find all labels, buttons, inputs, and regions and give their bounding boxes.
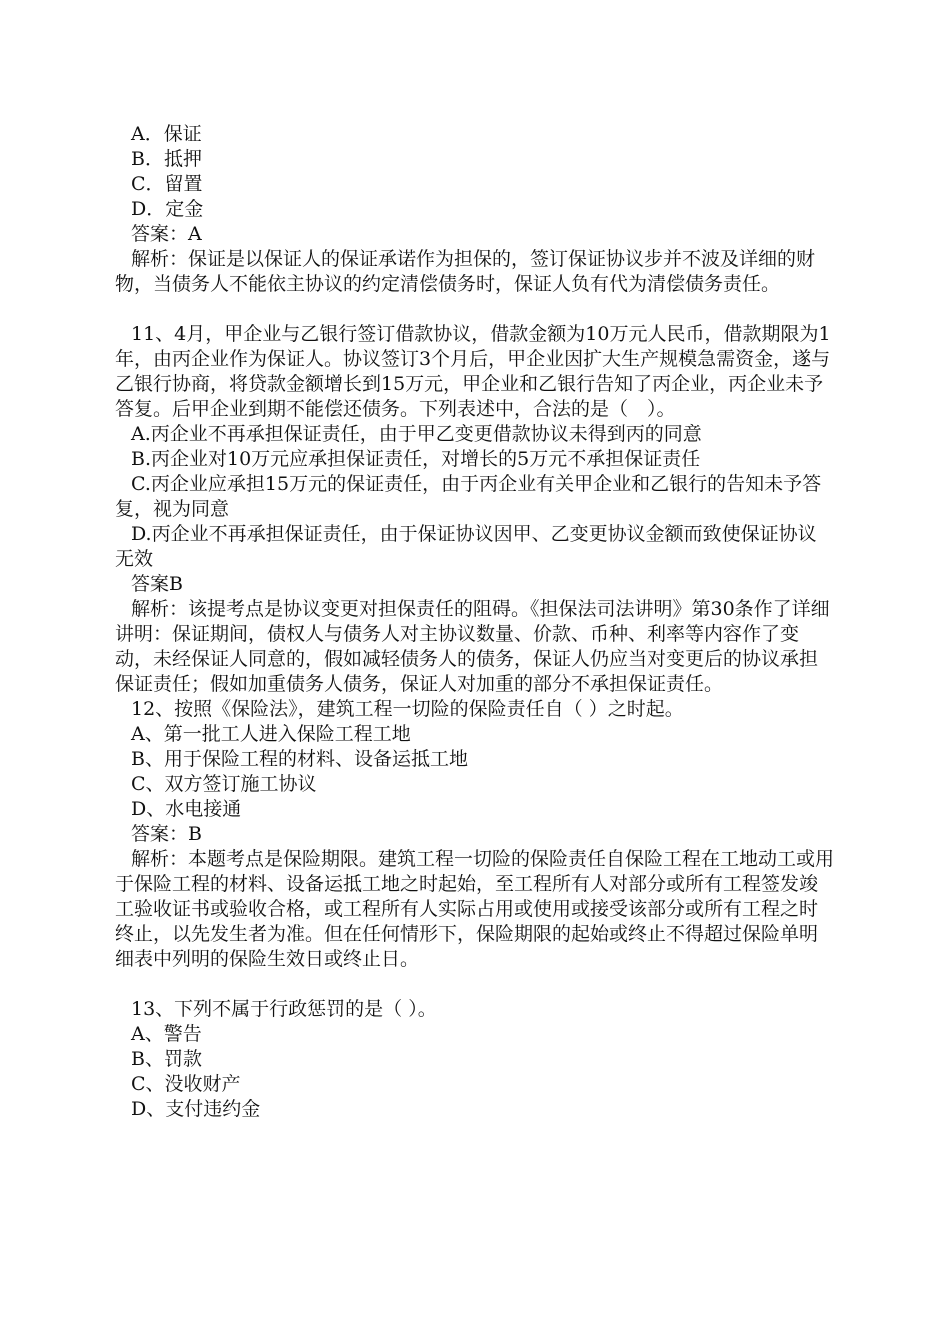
paragraph-gap: [115, 972, 835, 997]
q11-answer: 答案B: [131, 573, 183, 595]
q12-option-b: B、用于保险工程的材料、设备运抵工地: [131, 748, 468, 770]
q10-option-d: D．定金: [131, 198, 204, 220]
q11-question: 11、4月，甲企业与乙银行签订借款协议，借款金额为10万元人民币，借款期限为1年，由丙企业作为保证人。协议签订3个月后，甲企业因扩大生产规模急需资金，遂与乙银行协商，将贷款金额增长到15万元，甲企业和乙银行告知了丙企业，丙企业未予答复。后甲企业到期不能偿还债务。下列表述中，合法的是（ ）。: [115, 323, 831, 420]
q10-option-c: C．留置: [131, 173, 203, 195]
document-page: [115, 122, 835, 1122]
q11-option-a: A.丙企业不再承担保证责任，由于甲乙变更借款协议未得到丙的同意: [131, 423, 702, 445]
q12-option-d: D、水电接通: [131, 798, 242, 820]
q12-question: 12、按照《保险法》，建筑工程一切险的保险责任自（ ）之时起。: [131, 698, 684, 720]
q13-option-d: D、支付违约金: [131, 1098, 261, 1120]
q11-option-d: D.丙企业不再承担保证责任，由于保证协议因甲、乙变更协议金额而致使保证协议无效: [115, 523, 817, 570]
q13-question: 13、下列不属于行政惩罚的是（ ）。: [131, 998, 437, 1020]
paragraph-gap: [115, 297, 835, 322]
q13-option-a: A、警告: [131, 1023, 202, 1045]
q10-option-b: B．抵押: [131, 148, 202, 170]
q13-option-b: B、罚款: [131, 1048, 202, 1070]
question-10-block: [115, 122, 835, 297]
q12-analysis: 解析：本题考点是保险期限。建筑工程一切险的保险责任自保险工程在工地动工或用于保险工程的材料、设备运抵工地之时起始，至工程所有人对部分或所有工程签发竣工验收证书或验收合格，或工程所有人实际占用或使用或接受该部分或所有工程之时终止，以先发生者为准。但在任何情形下，保险期限的起始或终止不得超过保险单明细表中列明的保险生效日或终止日。: [115, 848, 835, 970]
q12-answer: 答案：B: [131, 823, 202, 845]
question-11-block: [115, 322, 835, 697]
q12-option-a: A、第一批工人进入保险工程工地: [131, 723, 411, 745]
q11-option-b: B.丙企业对10万元应承担保证责任，对增长的5万元不承担保证责任: [131, 448, 701, 470]
question-12-block: [115, 697, 835, 972]
q10-option-a: A．保证: [131, 123, 202, 145]
q12-option-c: C、双方签订施工协议: [131, 773, 317, 795]
q11-option-c: C.丙企业应承担15万元的保证责任，由于丙企业有关甲企业和乙银行的告知未予答复，视为同意: [115, 473, 822, 520]
q11-analysis: 解析：该提考点是协议变更对担保责任的阻碍。《担保法司法讲明》第30条作了详细讲明：保证期间，债权人与债务人对主协议数量、价款、币种、利率等内容作了变动，未经保证人同意的，假如减轻债务人的债务，保证人仍应当对变更后的协议承担保证责任；假如加重债务人债务，保证人对加重的部分不承担保证责任。: [115, 598, 830, 695]
q10-analysis: 解析：保证是以保证人的保证承诺作为担保的，签订保证协议步并不波及详细的财物，当债务人不能依主协议的约定清偿债务时，保证人负有代为清偿债务责任。: [115, 248, 816, 295]
q13-option-c: C、没收财产: [131, 1073, 241, 1095]
question-13-block: [115, 997, 835, 1122]
q10-answer: 答案：A: [131, 223, 202, 245]
